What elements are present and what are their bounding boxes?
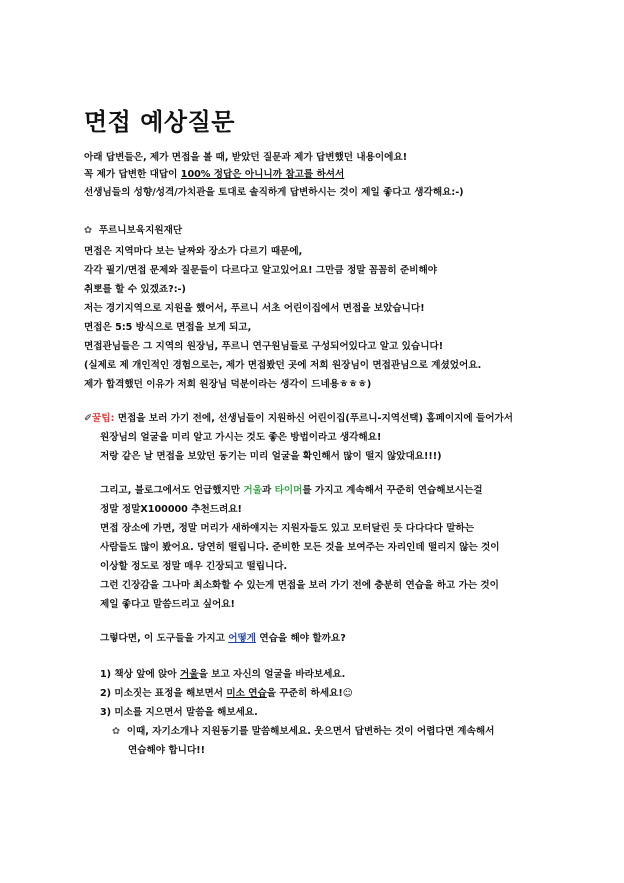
flower-bullet-icon: ✿ — [112, 726, 121, 737]
tip-line-1-text: 면접을 보러 가기 전에, 선생님들이 지원하신 어린이집(푸르니-지역선택) 홈페이지에 들어가서 — [114, 413, 514, 424]
practice-line-4: 사람들도 많이 봤어요. 당연히 떨립니다. 준비한 모든 것을 보여주는 자리인데 떨리지 않는 것이 — [100, 542, 500, 553]
section-line: 면접은 지역마다 보는 날짜와 장소가 다르기 때문에, — [84, 246, 303, 257]
step-1-end: 을 보고 자신의 얼굴을 바라보세요. — [198, 669, 346, 680]
practice-and: 과 — [261, 485, 275, 496]
practice-line-6: 그런 긴장감을 그나마 최소화할 수 있는게 면접을 보러 가기 전에 충분히 연습을 하고 가는 것이 — [100, 580, 499, 591]
step-2-end: 을 꾸준히 하세요!☺ — [266, 688, 353, 699]
practice-line-5: 이상할 정도로 정말 매우 긴장되고 떨립니다. — [100, 561, 288, 572]
step-2 — [100, 687, 353, 701]
practice-line-3: 면접 장소에 가면, 정말 머리가 새하얘지는 지원자들도 있고 모터달린 듯 다다다다 말하는 — [100, 523, 475, 534]
practice-line-7: 제일 좋다고 말씀드리고 싶어요! — [100, 599, 235, 610]
section-line: (실제로 제 개인적인 경험으로는, 제가 면접봤던 곳에 저희 원장님이 면접관님으로 계셨었어요. — [84, 360, 482, 371]
practice-line-1-end: 를 가지고 계속해서 꾸준히 연습해보시는걸 — [302, 485, 483, 496]
section-line: 면접관님들은 그 지역의 원장님, 푸르니 연구원님들로 구성되어있다고 알고 있습니다! — [84, 341, 444, 352]
how-highlight: 어떻게 — [228, 633, 257, 644]
step-2-start: 2) 미소짓는 표정을 해보면서 — [100, 688, 227, 699]
intro-line-1: 아래 답변들은, 제가 면접을 볼 때, 받았던 질문과 제가 답변했던 내용이에요! — [84, 152, 408, 163]
tip-line-2: 원장님의 얼굴을 미리 알고 가시는 것도 좋은 방법이라고 생각해요! — [100, 432, 382, 443]
sub-note-line-1 — [112, 725, 494, 739]
step-1-start: 1) 책상 앞에 앉아 — [100, 669, 181, 680]
page-title: 면접 예상질문 — [84, 108, 235, 136]
step-1 — [100, 668, 345, 682]
section-heading-text: 푸르니보육지원재단 — [98, 225, 183, 236]
timer-highlight: 타이머 — [274, 485, 303, 496]
section-heading — [84, 224, 182, 238]
section-line: 저는 경기지역으로 지원을 했어서, 푸르니 서초 어린이집에서 면접을 보았습니다! — [84, 303, 425, 314]
sub-note-line-2: 연습해야 합니다!! — [128, 745, 205, 756]
intro-line-3: 선생님들의 성향/성격/가치관을 토대로 솔직하게 답변하시는 것이 제일 좋다고 생각해요:-) — [84, 187, 464, 198]
step-2-smile-practice: 미소 연습 — [226, 688, 267, 699]
tip-label: 꿀팁: — [92, 413, 115, 424]
practice-line-2: 정말 정말X100000 추천드려요! — [100, 504, 242, 515]
intro-line-2-start: 꼭 제가 답변한 대답이 — [84, 169, 181, 180]
step-1-mirror: 거울 — [180, 669, 199, 680]
flower-bullet-icon: ✿ — [84, 225, 93, 236]
practice-line-1 — [100, 484, 483, 498]
pencil-icon: ✐ — [84, 413, 93, 424]
howto-question-end: 연습을 해야 할까요? — [256, 633, 346, 644]
tip-line-3: 저랑 같은 날 면접을 보았던 동기는 미리 얼굴을 확인해서 많이 떨지 않았대요!!!) — [100, 451, 442, 462]
section-line: 각각 필기/면접 문제와 질문들이 다르다고 알고있어요! 그만큼 정말 꼼꼼히 준비해야 — [84, 265, 438, 276]
mirror-highlight: 거울 — [243, 485, 262, 496]
section-line: 제가 합격했던 이유가 저희 원장님 덕분이라는 생각이 드네용ㅎㅎㅎ) — [84, 379, 372, 390]
step-3: 3) 미소를 지으면서 말씀을 해보세요. — [100, 707, 258, 718]
section-line: 취뽀를 할 수 있겠죠?:-) — [84, 284, 186, 295]
tip-line-1 — [84, 412, 513, 426]
howto-question-start: 그렇다면, 이 도구들을 가지고 — [100, 633, 229, 644]
practice-line-1-start: 그리고, 블로그에서도 언급했지만 — [100, 485, 244, 496]
sub-note-text: 이때, 자기소개나 지원동기를 말씀해보세요. 웃으면서 답변하는 것이 어렵다면 계속해서 — [126, 726, 495, 737]
intro-underlined-note: 100% 정답은 아니니까 참고를 하셔서 — [180, 169, 345, 180]
intro-line-2 — [84, 168, 344, 182]
section-line: 면접은 5:5 방식으로 면접을 보게 되고, — [84, 322, 252, 333]
howto-question — [100, 632, 346, 646]
